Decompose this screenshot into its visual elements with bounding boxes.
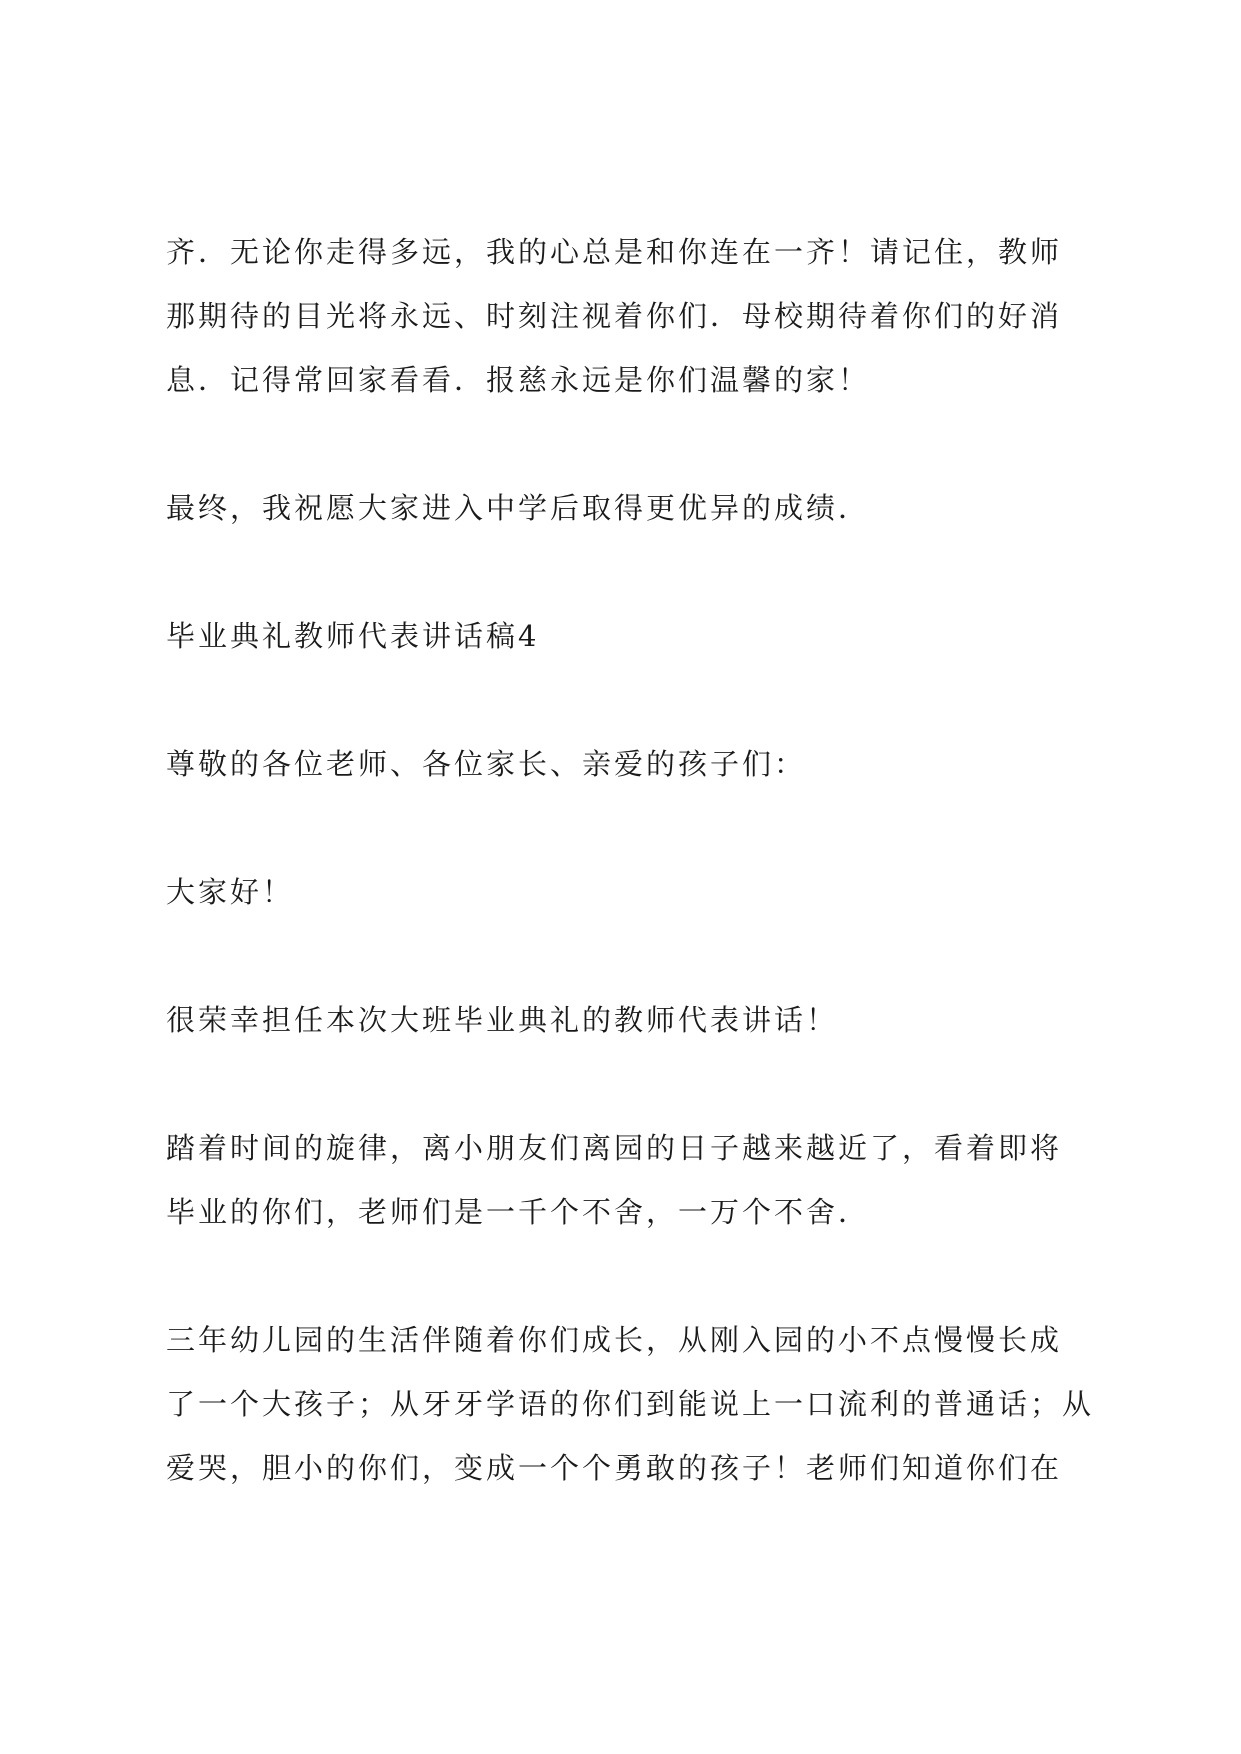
text-line: 三年幼儿园的生活伴随着你们成长，从刚入园的小不点慢慢长成 — [166, 1323, 1063, 1357]
text-line: 爱哭，胆小的你们，变成一个个勇敢的孩子！老师们知道你们在 — [166, 1451, 1063, 1485]
text-line: 最终，我祝愿大家进入中学后取得更优异的成绩． — [166, 491, 871, 525]
text-line: 毕业的你们，老师们是一千个不舍，一万个不舍． — [166, 1195, 871, 1229]
greeting: 大家好！ — [166, 875, 295, 909]
section-title: 毕业典礼教师代表讲话稿4 — [166, 619, 540, 653]
text-line: 踏着时间的旋律，离小朋友们离园的日子越来越近了，看着即将 — [166, 1131, 1063, 1165]
text-line: 那期待的目光将永远、时刻注视着你们．母校期待着你们的好消 — [166, 299, 1063, 333]
text-line: 齐．无论你走得多远，我的心总是和你连在一齐！请记住，教师 — [166, 235, 1063, 269]
text-line: 很荣幸担任本次大班毕业典礼的教师代表讲话！ — [166, 1003, 839, 1037]
text-line: 息．记得常回家看看．报慈永远是你们温馨的家！ — [166, 363, 871, 397]
salutation: 尊敬的各位老师、各位家长、亲爱的孩子们： — [166, 747, 807, 781]
text-line: 了一个大孩子；从牙牙学语的你们到能说上一口流利的普通话；从 — [166, 1387, 1095, 1421]
